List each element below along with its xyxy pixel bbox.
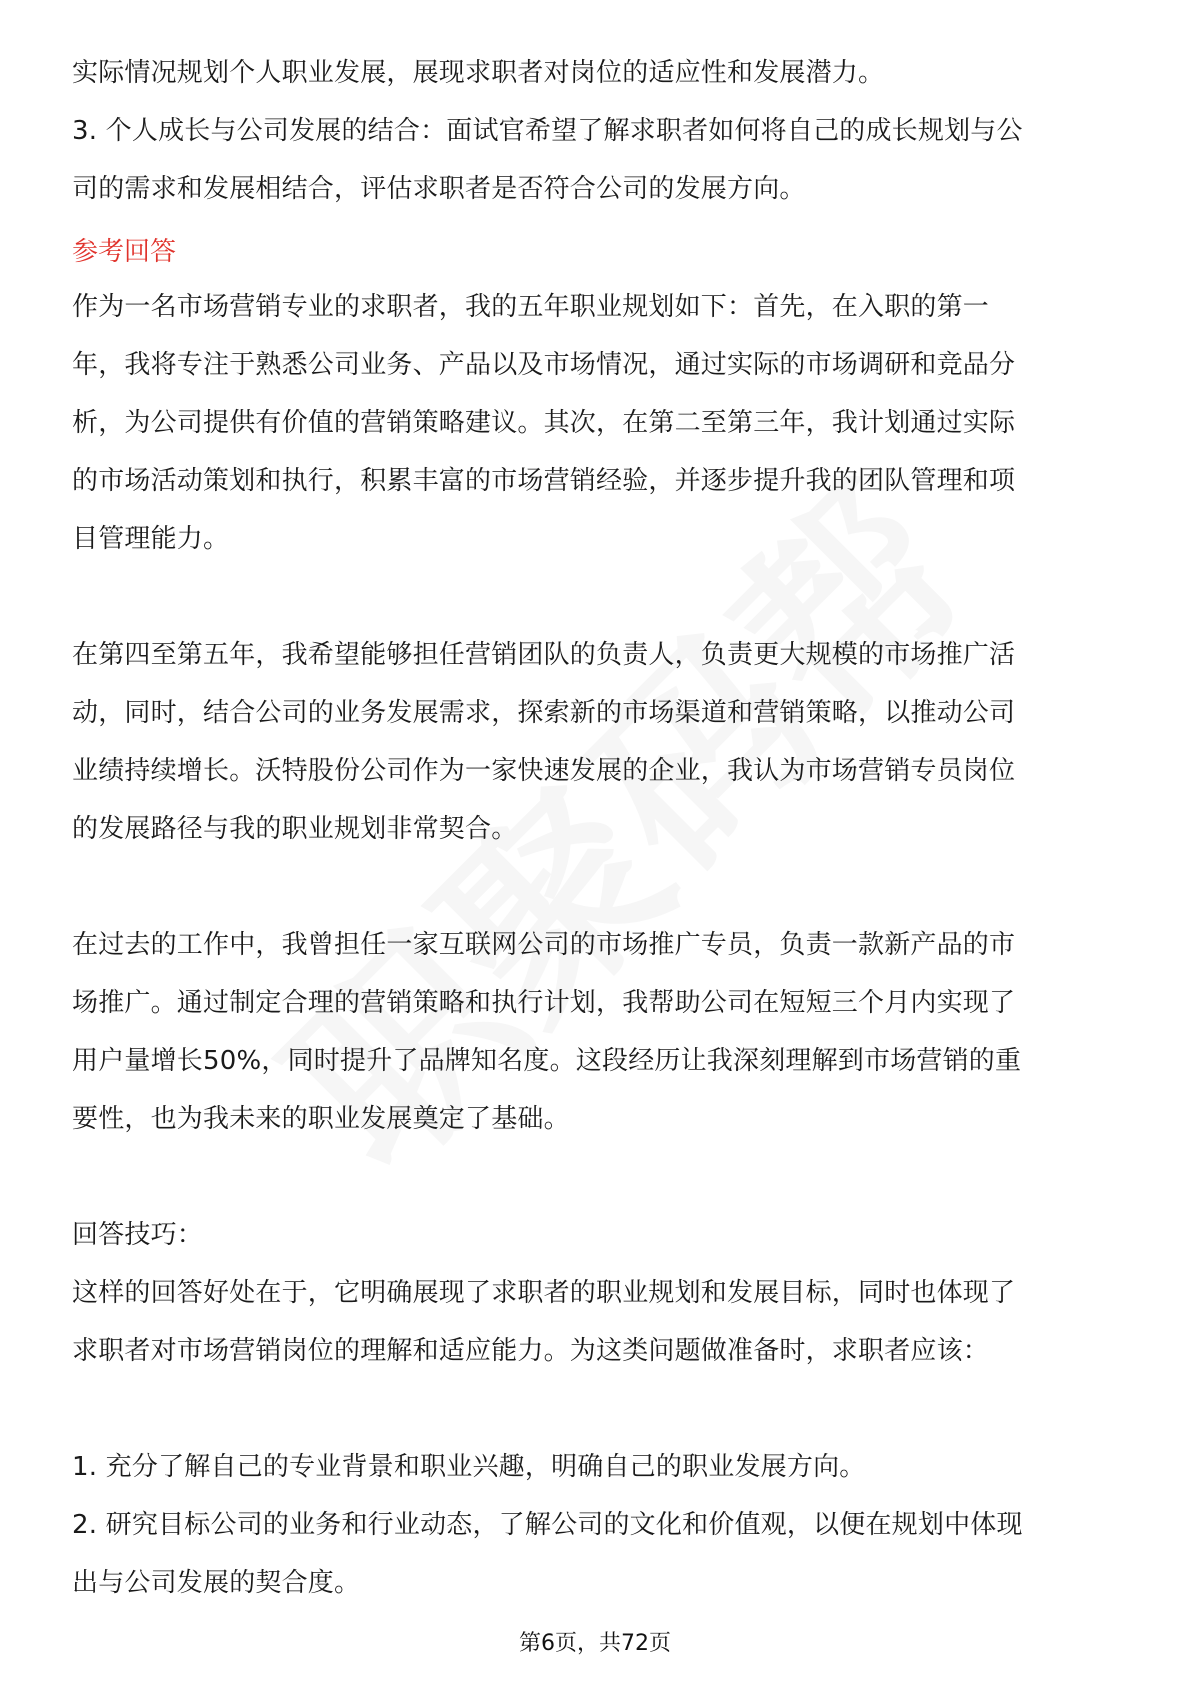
text-line: 求职者对市场营销岗位的理解和适应能力。为这类问题做准备时，求职者应该： bbox=[72, 1336, 990, 1366]
answer-paragraph-3 bbox=[72, 916, 1118, 1148]
page-number: 第6页，共72页 bbox=[519, 1631, 671, 1656]
answer-paragraph-2 bbox=[72, 626, 1118, 858]
list-item: 2. 研究目标公司的业务和行业动态，了解公司的文化和价值观，以便在规划中体现 bbox=[72, 1510, 1023, 1540]
text-line: 用户量增长50%，同时提升了品牌知名度。这段经历让我深刻理解到市场营销的重 bbox=[72, 1046, 1022, 1076]
answer-paragraph-1 bbox=[72, 278, 1118, 568]
text-line: 在过去的工作中，我曾担任一家互联网公司的市场推广专员，负责一款新产品的市 bbox=[72, 930, 1016, 960]
text-line: 析，为公司提供有价值的营销策略建议。其次，在第二至第三年，我计划通过实际 bbox=[72, 408, 1016, 438]
text-line: 这样的回答好处在于，它明确展现了求职者的职业规划和发展目标，同时也体现了 bbox=[72, 1278, 1016, 1308]
tips-paragraph bbox=[72, 1264, 1118, 1380]
list-item: 出与公司发展的契合度。 bbox=[72, 1568, 361, 1598]
tips-heading: 回答技巧： bbox=[72, 1220, 204, 1250]
list-item: 1. 充分了解自己的专业背景和职业兴趣，明确自己的职业发展方向。 bbox=[72, 1452, 866, 1482]
text-line: 要性，也为我未来的职业发展奠定了基础。 bbox=[72, 1104, 570, 1134]
page-content bbox=[72, 44, 1118, 1612]
text-line: 业绩持续增长。沃特股份公司作为一家快速发展的企业，我认为市场营销专员岗位 bbox=[72, 756, 1016, 786]
intro-section bbox=[72, 44, 1118, 218]
text-line: 目管理能力。 bbox=[72, 524, 230, 554]
text-line: 场推广。通过制定合理的营销策略和执行计划，我帮助公司在短短三个月内实现了 bbox=[72, 988, 1016, 1018]
text-line: 的市场活动策划和执行，积累丰富的市场营销经验，并逐步提升我的团队管理和项 bbox=[72, 466, 1016, 496]
text-line: 在第四至第五年，我希望能够担任营销团队的负责人，负责更大规模的市场推广活 bbox=[72, 640, 1016, 670]
reference-answer-heading: 参考回答 bbox=[72, 237, 177, 267]
text-line: 动，同时，结合公司的业务发展需求，探索新的市场渠道和营销策略，以推动公司 bbox=[72, 698, 1016, 728]
text-line: 实际情况规划个人职业发展，展现求职者对岗位的适应性和发展潜力。 bbox=[72, 58, 885, 88]
text-line: 年，我将专注于熟悉公司业务、产品以及市场情况，通过实际的市场调研和竞品分 bbox=[72, 350, 1016, 380]
text-line: 作为一名市场营销专业的求职者，我的五年职业规划如下：首先，在入职的第一 bbox=[72, 292, 990, 322]
text-line: 司的需求和发展相结合，评估求职者是否符合公司的发展方向。 bbox=[72, 174, 806, 204]
text-line: 的发展路径与我的职业规划非常契合。 bbox=[72, 814, 518, 844]
tips-list bbox=[72, 1438, 1118, 1612]
text-line: 3. 个人成长与公司发展的结合：面试官希望了解求职者如何将自己的成长规划与公 bbox=[72, 116, 1023, 146]
